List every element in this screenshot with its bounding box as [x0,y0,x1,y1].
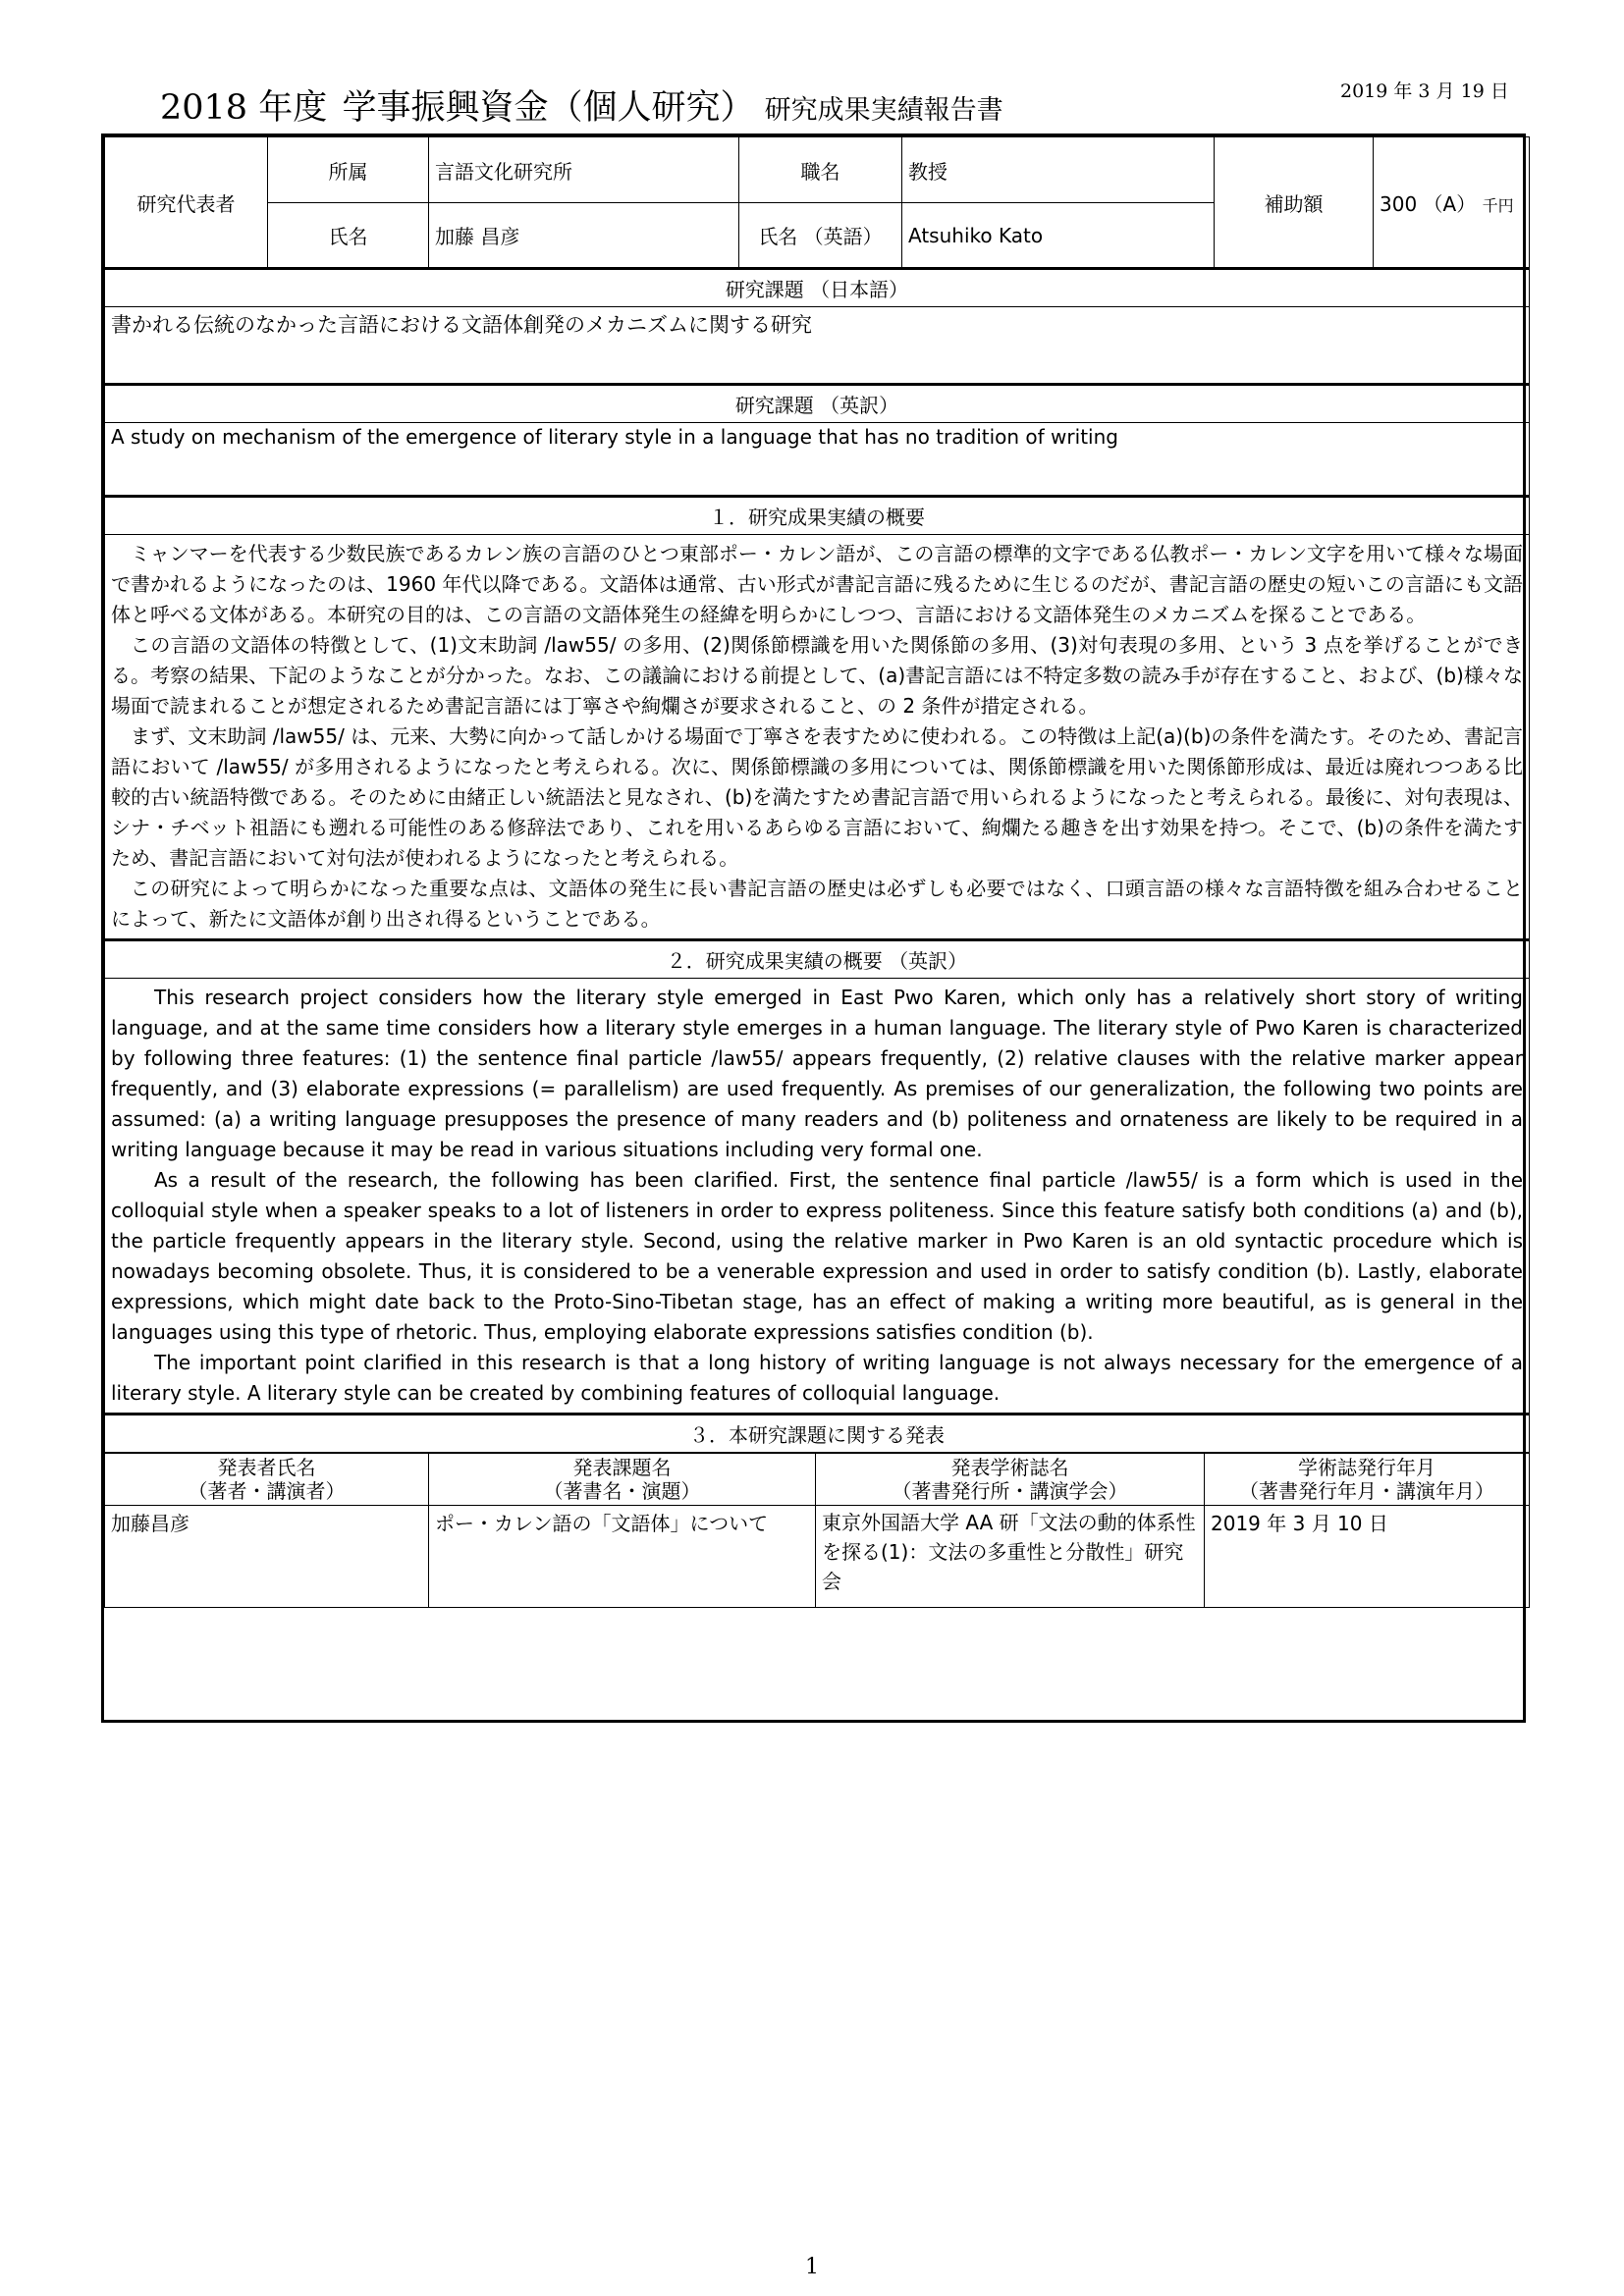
name-label: 氏名 [268,203,429,269]
summary-ja-paragraph: この研究によって明らかになった重要な点は、文語体の発生に長い書記言語の歴史は必ずしも必要ではなく、口頭言語の様々な言語特徴を組み合わせることによって、新たに文語体が創り出され得るということである。 [111,877,1523,931]
grant-unit: 千円 [1482,195,1514,215]
name-value: 加藤 昌彦 [429,203,739,269]
col-header-line: 発表者氏名 [217,1456,316,1479]
summary-en-paragraph: As a result of the research, the following has been clarified. First, the sentence final particle /law55/ is a form which is used in the colloquial style when a speaker speaks to a lot of listeners in order to express politeness. Since this feature satisfy both conditions (a) and (b), the particle frequently appears in the literary style. Second, using the relative marker in Pwo Karen is an old syntactic procedure which is nowadays becoming obsolete. Thus, it is considered to be a venerable expression and used in order to satisfy condition (b). Lastly, elaborate expressions, which might date back to the Proto-Sino-Tibetan stage, has an effect of making a writing more beautiful, as is general in the languages using this type of rhetoric. Thus, employing elaborate expressions satisfies condition (b). [111,1168,1523,1344]
presentation-venue: 東京外国語大学 AA 研「文法の動的体系性を探る(1)：文法の多重性と分散性」研究会 [816,1506,1205,1608]
report-table [104,136,1530,1453]
summary-en-body [105,979,1530,1415]
topic-ja-text: 書かれる伝統のなかった言語における文語体創発のメカニズムに関する研究 [105,307,1530,385]
col-header-line: 学術誌発行年月 [1298,1456,1435,1479]
position-value: 教授 [902,137,1215,203]
title-year: 2018 年度 [160,88,328,128]
summary-ja-body [105,535,1530,940]
col-header-line: 発表課題名 [572,1456,672,1479]
topic-en-heading: 研究課題 （英訳） [105,385,1530,423]
col-header-line: （著書発行所・講演学会） [892,1479,1128,1503]
presentation-date: 2019 年 3 月 10 日 [1205,1506,1530,1608]
col-header-line: （著者・講演者） [188,1479,346,1503]
summary-en-paragraph: The important point clarified in this research is that a long history of writing language is not always necessary for the emergence of a literary style. A literary style can be created by combining features of colloquial language. [111,1351,1523,1405]
grant-cell [1374,137,1530,269]
page-title [160,80,1003,130]
summary-ja-paragraph: この言語の文語体の特徴として、(1)文末助詞 /law55/ の多用、(2)関係節標識を用いた関係節の多用、(3)対句表現の多用、という 3 点を挙げることができる。考察の結果、下記のようなことが分かった。なお、この議論における前提として、(a)書記言語には不特定多数の読み手が存在すること、および、(b)様々な場面で読まれることが想定されるため書記言語には丁寧さや絢爛さが要求されること、の 2 条件が措定される。 [111,633,1523,718]
summary-en-paragraph: This research project considers how the literary style emerged in East Pwo Karen, which only has a relatively short story of writing language, and at the same time considers how a literary style emerges in a human language. The literary style of Pwo Karen is characterized by following three features: (1) the sentence final particle /law55/ appears frequently, (2) relative clauses with the relative marker appear frequently, and (3) elaborate expressions (= parallelism) are used frequently. As premises of our generalization, the following two points are assumed: (a) a writing language presupposes the presence of many readers and (b) politeness and ornateness are likely to be required in a writing language because it may be read in various situations including very formal one. [111,986,1523,1161]
position-label: 職名 [739,137,902,203]
summary-en-heading: ２．研究成果実績の概要 （英訳） [105,940,1530,979]
presentation-title: ポー・カレン語の「文語体」について [429,1506,816,1608]
col-header-venue [816,1454,1205,1506]
summary-ja-paragraph: まず、文末助詞 /law55/ は、元来、大勢に向かって話しかける場面で丁寧さを表すために使われる。この特徴は上記(a)(b)の条件を満たす。そのため、書記言語において /law55/ が多用されるようになったと考えられる。次に、関係節標識の多用については、関係節標識を用いた関係節形成は、最近は廃れつつある比較的古い統語特徴である。そのために由緒正しい統語法と見なされ、(b)を満たすため書記言語で用いられるようになったと考えられる。最後に、対句表現は、シナ・チベット祖語にも遡れる可能性のある修辞法であり、これを用いるあらゆる言語において、絢爛たる趣きを出す効果を持つ。そこで、(b)の条件を満たすため、書記言語において対句法が使われるようになったと考えられる。 [111,724,1523,870]
col-header-line: 発表学術誌名 [950,1456,1069,1479]
affiliation-label: 所属 [268,137,429,203]
name-en-value: Atsuhiko Kato [902,203,1215,269]
col-header-date [1205,1454,1530,1506]
col-header-line: （著書発行年月・講演年月） [1239,1479,1494,1503]
page-number: 1 [805,2255,819,2279]
report-date: 2019 年 3 月 19 日 [1340,80,1509,102]
presentation-author: 加藤昌彦 [105,1506,429,1608]
presentations-heading: ３．本研究課題に関する発表 [105,1415,1530,1453]
presentations-table [104,1453,1530,1608]
title-fund: 学事振興資金（個人研究） [342,88,755,128]
topic-ja-heading: 研究課題 （日本語） [105,269,1530,307]
summary-ja-paragraph: ミャンマーを代表する少数民族であるカレン族の言語のひとつ東部ポー・カレン語が、この言語の標準的文字である仏教ポー・カレン文字を用いて様々な場面で書かれるようになったのは、1960 年代以降である。文語体は通常、古い形式が書記言語に残るために生じるのだが、書記言語の歴史の短いこの言語にも文語体と呼べる文体がある。本研究の目的は、この言語の文語体発生の経緯を明らかにしつつ、言語における文語体発生のメカニズムを探ることである。 [111,542,1523,626]
topic-en-text: A study on mechanism of the emergence of literary style in a language that has no tradition of writing [105,423,1530,497]
col-header-title [429,1454,816,1506]
col-header-author [105,1454,429,1506]
grant-value: 300 （A） [1380,191,1477,216]
report-form [101,133,1526,1723]
col-header-line: （著書名・演題） [543,1479,701,1503]
summary-ja-heading: １．研究成果実績の概要 [105,497,1530,535]
name-en-label: 氏名 （英語） [739,203,902,269]
rep-label: 研究代表者 [105,137,268,269]
grant-label: 補助額 [1215,137,1374,269]
affiliation-value: 言語文化研究所 [429,137,739,203]
table-row [105,1506,1530,1608]
title-report: 研究成果実績報告書 [764,95,1003,126]
